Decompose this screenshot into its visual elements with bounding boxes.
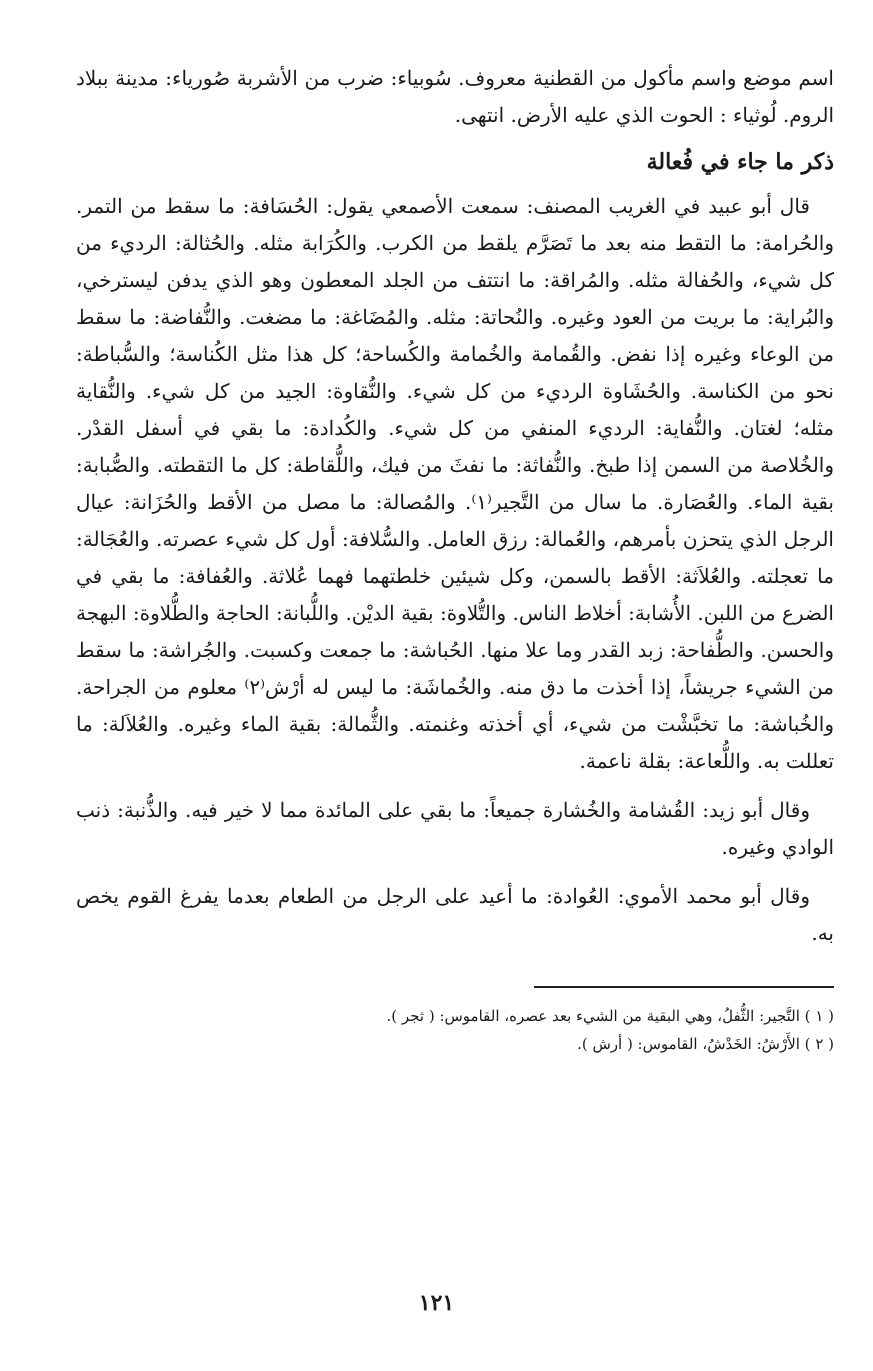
paragraph-abu-muhammad: وقال أبو محمد الأموي: العُوادة: ما أعيد على الرجل من الطعام بعدما يفرغ القوم يخص به. (76, 884, 834, 945)
footnote-divider (534, 986, 834, 988)
paragraph-gap (76, 866, 834, 878)
page-body (76, 60, 834, 1058)
intro-paragraph: اسم موضع واسم مأكول من القطنية معروف. سُوبياء: ضرب من الأشربة صُورياء: مدينة ببلاد الروم. لُوثياء : الحوت الذي عليه الأرض. انتهى. (76, 66, 834, 127)
section-heading: ذكر ما جاء في فُعالة (646, 149, 834, 175)
page-number: ١٢١ (418, 1290, 455, 1316)
footnotes (76, 1002, 834, 1058)
paragraph-abu-zayd: وقال أبو زيد: القُشامة والخُشارة جميعاً: ما بقي على المائدة مما لا خير فيه. والذُّنبة: ذنب الوادي وغيره. (76, 798, 834, 859)
footnote-2: ( ٢ ) الأَرْشُ: الخَدْشُ، القاموس: ( أرش ). (577, 1035, 834, 1053)
paragraph-gap (76, 780, 834, 792)
paragraph-abu-ubaid: قال أبو عبيد في الغريب المصنف: سمعت الأصمعي يقول: الحُسَافة: ما سقط من التمر. والحُرامة: ما التقط منه بعد ما تَصَرَّم يلقط من الكرب. والكُرَابة مثله. والحُثالة: الرديء من كل شيء، والحُفالة مثله. والمُراقة: ما انتتف من الجلد المعطون وهو الذي يدفن ليسترخي، والبُراية: ما بريت من العود وغيره. والنُحاتة: مثله. والمُضَاغة: ما مضغت. والنُّفاضة: ما سقط من الوعاء وغيره إذا نفض. والقُمامة والخُمامة والكُساحة؛ كل هذا مثل الكُناسة؛ والسُّباطة: نحو من الكناسة. والحُشَاوة الرديء من كل شيء. والنُّقاوة: الجيد من كل شيء. والنُّقاية مثله؛ لغتان. والنُّفاية: الرديء المنفي من كل شيء. والكُدادة: ما بقي في أسفل القدْر. والخُلاصة من السمن إذا طبخ. والنُّفاثة: ما نفثَ من فيك، واللُّقاطة: كل ما التقطته. والصُّبابة: بقية الماء. والعُصَارة. ما سال من التَّجير⁽١⁾. والمُصالة: ما مصل من الأقط والحُزَانة: عيال الرجل الذي يتحزن بأمرهم، والعُمالة: رزق العامل. والسُّلافة: أول كل شيء عصرته. والعُجَالة: ما تعجلته. والعُلاَثة: الأقط بالسمن، وكل شيئين خلطتهما فهما عُلاثة. والعُفافة: ما بقي في الضرع من اللبن. الأُشابة: أخلاط الناس. والتُّلاوة: بقية الديْن. واللُّبانة: الحاجة والطُّلاوة: البهجة والحسن. والطُّفاحة: زبد القدر وما علا منها. الحُباشة: ما جمعت وكسبت. والجُراشة: ما سقط من الشيء جريشاً، إذا أخذت ما دق منه. والخُماشَة: ما ليس له أرْش⁽٢⁾ معلوم من الجراحة. والخُباشة: ما تخبَّشْت من شيء، أي أخذته وغنمته. والثُّمالة: بقية الماء وغيره. والعُلاَلة: ما تعللت به. واللُّعاعة: بقلة ناعمة. (76, 194, 835, 773)
footnote-1: ( ١ ) التَّجير: الثُّفلُ، وهي البقية من الشيء بعد عصره، القاموس: ( ثجر ). (386, 1007, 834, 1025)
